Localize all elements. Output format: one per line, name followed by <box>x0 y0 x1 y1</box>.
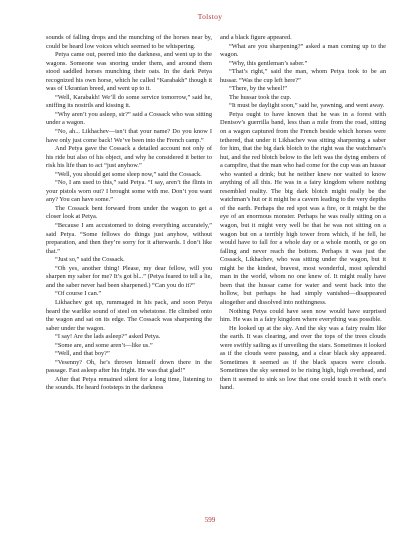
paragraph: The Cossack bent forward from under the wagon to get a closer look at Petya. <box>46 204 212 221</box>
paragraph: “That’s right,” said the man, whom Petya took to be an hussar. “Was the cup left here?” <box>220 68 386 84</box>
paragraph: Likhachev got up, rummaged in his pack, and soon Petya heard the warlike sound of steel on whetstone. He climbed onto the wagon and sat on its edge. The Cossack was sharpening the saber under the wagon. <box>46 298 212 332</box>
running-head: Tolstoy <box>197 12 223 21</box>
paragraph: After that Petya remained silent for a long time, listening to the sounds. He heard footsteps in the darkness <box>46 375 212 392</box>
right-column <box>220 34 386 393</box>
paragraph: and a black figure appeared. <box>220 34 292 41</box>
paragraph: “Some are, and some aren’t—like us.” <box>55 341 153 349</box>
paragraph: “Why, this gentleman’s saber.” <box>229 59 308 67</box>
paragraph: And Petya gave the Cossack a detailed account not only of his ride but also of his object, and why he considered it better to risk his life than to act “just anyhow.” <box>46 145 212 170</box>
paragraph: “Vesenny? Oh, he’s thrown himself down there in the passage. Fast asleep after his fright. He was that glad!” <box>46 358 212 375</box>
paragraph: “No, ah... Likhachev—isn’t that your name? Do you know I have only just come back! We’ve been into the French camp.” <box>46 128 212 144</box>
paragraph: “Well, Karabakh! We’ll do some service tomorrow,” said he, sniffing its nostrils and kissing it. <box>46 93 212 110</box>
paragraph: He looked up at the sky. And the sky was a fairy realm like the earth. It was clearing, and over the tops of the trees clouds were swiftly sailing as if unveiling the stars. Sometimes it looked as if the clouds were passing, and a clear black sky appeared. Sometimes it seemed as if the black spaces were clouds. Sometimes the sky seemed to be rising high, high overhead, and then it seemed to sink so low that one could touch it with one’s hand. <box>220 324 386 392</box>
paragraph: “It must be daylight soon,” said he, yawning, and went away. <box>229 102 385 110</box>
page-number: 599 <box>204 516 216 524</box>
left-column <box>46 34 212 393</box>
paragraph: “Why aren’t you asleep, sir?” said a Cossack who was sitting under a wagon. <box>46 110 212 127</box>
paragraph: Petya came out, peered into the darkness, and went up to the wagons. Someone was snoring under them, and around them stood saddled horses munching their oats. In the dark Petya recognized his own horse, which he called “Karabakh” though it was of Ukranian breed, and went up to it. <box>46 51 212 93</box>
paragraph: “Of course I can.” <box>55 290 102 298</box>
paragraph: “Oh yes, another thing! Please, my dear fellow, will you sharpen my saber for me? It’s got bl...” (Petya feared to tell a lie, and the saber never had been sharpened.) “Can you do it?” <box>46 264 212 289</box>
paragraph: “Just so,” said the Cossack. <box>55 256 125 264</box>
paragraph: “No, I am used to this,” said Petya. “I say, aren’t the flints in your pistols worn out? I brought some with me. Don’t you want any? You can have some.” <box>46 179 212 204</box>
paragraph: “What are you sharpening?” asked a man coming up to the wagon. <box>220 42 386 59</box>
paragraph: “Well, you should get some sleep now,” said the Cossack. <box>55 170 202 178</box>
paragraph: “I say! Are the lads asleep?” asked Petya. <box>55 333 161 341</box>
paragraph: sounds of falling drops and the munching of the horses near by, could be heard low voices which seemed to be whispering. <box>46 34 212 50</box>
paragraph: The hussar took the cup. <box>229 93 292 101</box>
paragraph: “Well, and that boy?” <box>55 350 110 358</box>
paragraph: “There, by the wheel!” <box>229 85 288 93</box>
paragraph: Petya ought to have known that he was in a forest with Denisov’s guerrilla band, less than a mile from the road, sitting on a wagon captured from the French beside which horses were tethered, that under it Likhachev was sitting sharpening a saber for him, that the big dark blotch to the right was the watchman’s hut, and the red blotch below to the left was the dying embers of a campfire, that the man who had come for the cup was an hussar who wanted a drink; but he neither knew nor waited to know anything of all this. He was in a fairy kingdom where nothing resembled reality. The big dark blotch might really be the watchman’s hut or it might be a cavern leading to the very depths of the earth. Perhaps the red spot was a fire, or it might be the eye of an enormous monster. Perhaps he was really sitting on a wagon, but it might very well be that he was not sitting on a wagon but on a terribly high tower from which, if he fell, he would have to fall for a whole day or a whole month, or go on falling and never reach the bottom. Perhaps it was just the Cossack, Likhachev, who was sitting under the wagon, but it might be the kindest, bravest, most wonderful, most splendid man in the world, whom no one knew of. It might really have been that the hussar came for water and went back into the hollow, but perhaps he had simply vanished—disappeared altogether and dissolved into nothingness. <box>220 110 386 306</box>
paragraph: “Because I am accustomed to doing everything accurately,” said Petya. “Some fellows do things just anyhow, without preparation, and then they’re sorry for it afterwards. I don’t like that.” <box>46 222 212 255</box>
paragraph: Nothing Petya could have seen now would have surprised him. He was in a fairy kingdom where everything was possible. <box>220 307 386 324</box>
